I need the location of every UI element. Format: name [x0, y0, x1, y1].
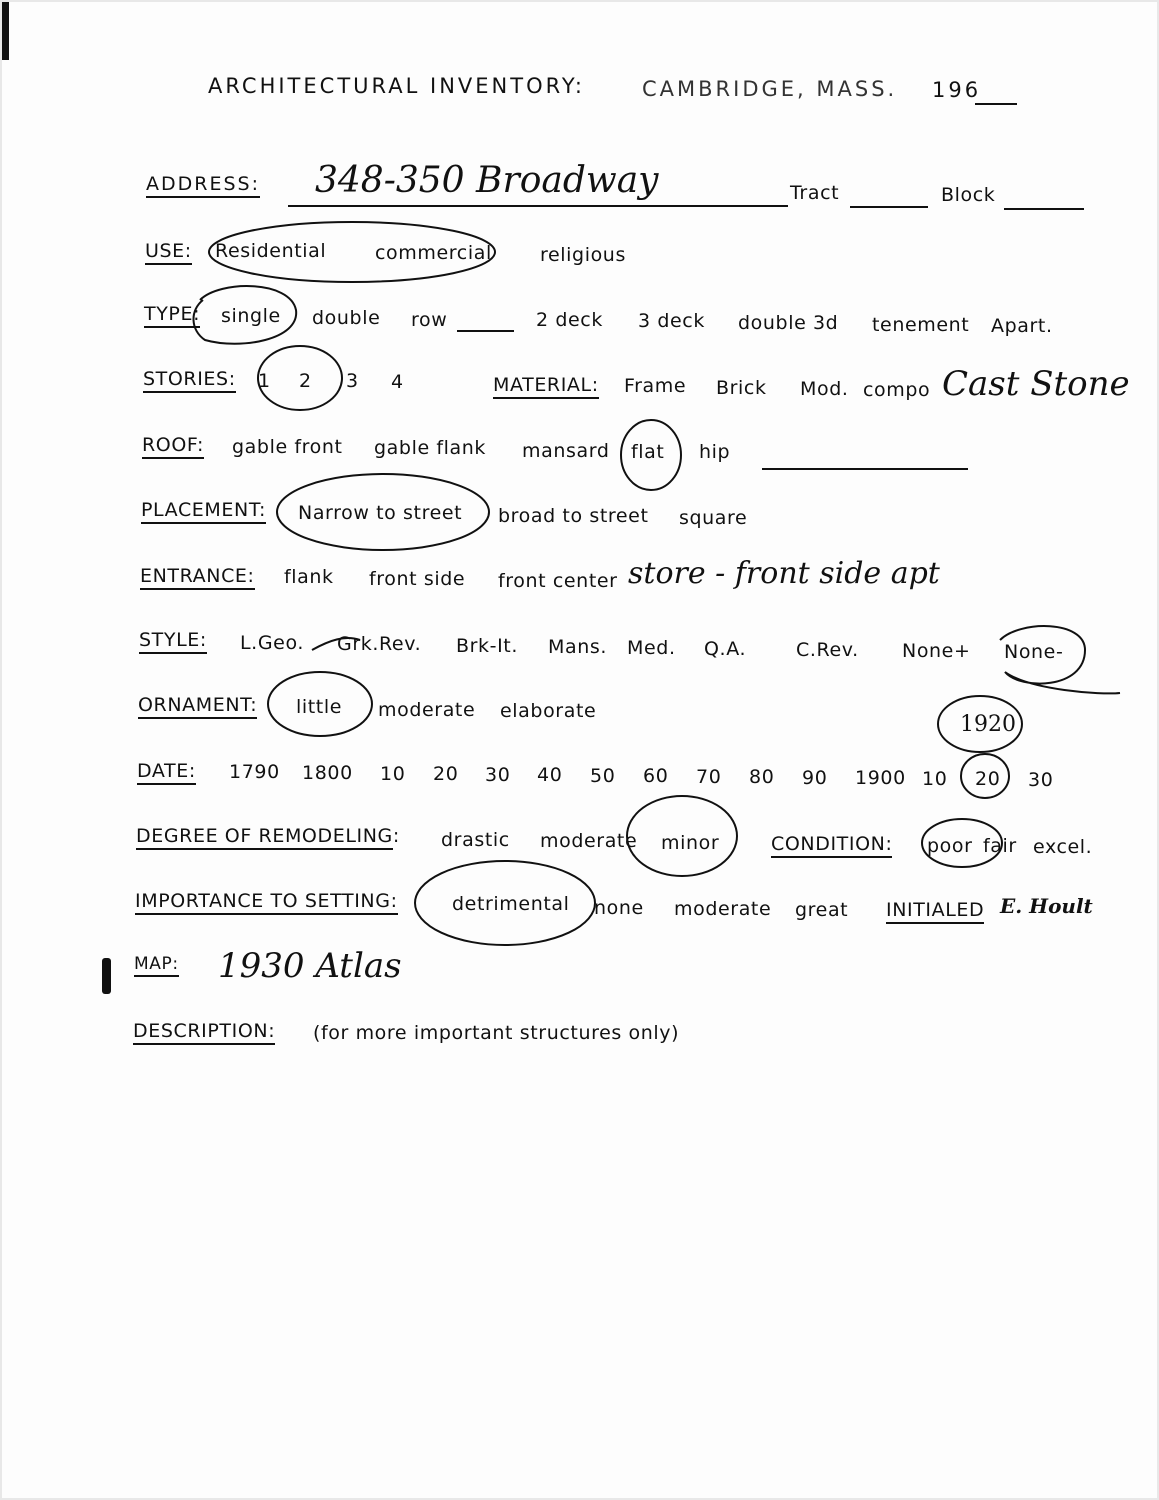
style-option-none-plus: None+	[902, 640, 971, 662]
date-option-1850: 50	[590, 765, 616, 787]
map-label: MAP:	[134, 954, 179, 977]
roof-option-gable-flank: gable flank	[374, 437, 487, 459]
stories-option-3: 3	[346, 370, 359, 392]
style-option-crev: C.Rev.	[796, 639, 859, 661]
type-option-single: single	[221, 305, 281, 327]
date-option-1820: 20	[433, 763, 459, 785]
address-label: ADDRESS:	[146, 173, 260, 198]
date-option-1830: 30	[485, 764, 511, 786]
type-option-row: row	[411, 309, 448, 331]
material-label: MATERIAL:	[493, 374, 599, 399]
style-option-qa: Q.A.	[704, 638, 747, 660]
circle-minor	[627, 796, 737, 876]
stories-option-2: 2	[299, 370, 312, 392]
condition-option-excel: excel.	[1033, 836, 1093, 858]
circle-single	[193, 286, 296, 344]
form-city: CAMBRIDGE, MASS.	[642, 77, 898, 101]
importance-option-detrimental: detrimental	[452, 893, 570, 915]
roof-option-gable-front: gable front	[232, 436, 343, 458]
date-option-1860: 60	[643, 765, 669, 787]
entrance-label: ENTRANCE:	[140, 565, 255, 590]
circle-stories-2	[258, 346, 342, 410]
type-option-3-deck: 3 deck	[638, 310, 705, 332]
roof-label: ROOF:	[142, 434, 204, 459]
initialed-handwritten: E. Hoult	[1000, 894, 1093, 918]
placement-option-broad: broad to street	[498, 505, 649, 527]
date-option-1910: 10	[922, 768, 948, 790]
material-option-frame: Frame	[624, 375, 687, 397]
importance-option-moderate: moderate	[674, 898, 772, 920]
circle-1920-note	[938, 696, 1022, 752]
importance-option-none: none	[594, 897, 644, 919]
material-option-mod: Mod.	[800, 378, 849, 400]
use-option-religious: religious	[540, 244, 626, 266]
date-option-1900: 1900	[855, 767, 906, 789]
remodeling-option-drastic: drastic	[441, 829, 510, 851]
address-value: 348-350 Broadway	[315, 160, 659, 201]
material-option-compo: compo	[863, 379, 931, 401]
style-option-grkrev: Grk.Rev.	[337, 633, 422, 655]
date-option-1930: 30	[1028, 769, 1054, 791]
stories-option-4: 4	[391, 371, 404, 393]
description-label: DESCRIPTION:	[133, 1020, 275, 1045]
date-option-1810: 10	[380, 763, 406, 785]
material-option-brick: Brick	[716, 377, 767, 399]
condition-label: CONDITION:	[771, 833, 892, 858]
placement-option-narrow: Narrow to street	[298, 502, 463, 524]
circle-poor	[922, 819, 1002, 867]
style-option-med: Med.	[627, 637, 676, 659]
form-title: ARCHITECTURAL INVENTORY:	[208, 74, 585, 98]
circle-none-minus	[1000, 626, 1120, 693]
block-label: Block	[941, 184, 996, 206]
stories-label: STORIES:	[143, 368, 236, 393]
date-option-1840: 40	[537, 764, 563, 786]
type-option-2-deck: 2 deck	[536, 309, 603, 331]
material-handwritten: Cast Stone	[942, 364, 1130, 404]
style-option-none-minus: None-	[1004, 641, 1064, 663]
tract-label: Tract	[790, 182, 840, 204]
style-option-lgeo: L.Geo.	[240, 632, 304, 654]
placement-label: PLACEMENT:	[141, 499, 266, 524]
ornament-option-elaborate: elaborate	[500, 700, 597, 722]
circle-residential-commercial	[209, 222, 495, 282]
style-option-mans: Mans.	[548, 636, 608, 658]
style-label: STYLE:	[139, 629, 207, 654]
date-option-1880: 80	[749, 766, 775, 788]
date-label: DATE:	[137, 760, 196, 785]
underline-lgeo	[312, 638, 360, 650]
remodeling-option-minor: minor	[661, 832, 720, 854]
roof-option-mansard: mansard	[522, 440, 610, 462]
use-option-residential: Residential	[215, 240, 327, 262]
entrance-option-front-center: front center	[498, 570, 618, 592]
initialed-label: INITIALED	[886, 899, 984, 924]
remodeling-label: DEGREE OF REMODELING	[136, 825, 393, 850]
date-option-1790: 1790	[229, 761, 280, 783]
date-option-1920: 20	[975, 768, 1001, 790]
circle-little	[268, 672, 372, 736]
use-option-commercial: commercial	[375, 242, 492, 264]
date-handwritten: 1920	[960, 712, 1016, 737]
placement-option-square: square	[679, 507, 748, 529]
description-note: (for more important structures only)	[313, 1022, 680, 1044]
ornament-option-moderate: moderate	[378, 699, 476, 721]
entrance-option-flank: flank	[284, 566, 334, 588]
condition-option-poor: poor	[927, 835, 973, 857]
remodeling-option-moderate: moderate	[540, 830, 638, 852]
type-option-apart: Apart.	[991, 315, 1053, 337]
remodeling-colon: :	[392, 825, 400, 847]
entrance-option-front-side: front side	[369, 568, 466, 590]
date-option-1800: 1800	[302, 762, 353, 784]
importance-option-great: great	[795, 899, 849, 921]
ornament-label: ORNAMENT:	[138, 694, 257, 719]
circle-flat	[621, 420, 681, 490]
entrance-handwritten: store - front side apt	[628, 556, 940, 591]
circle-date-20	[961, 754, 1009, 798]
roof-option-hip: hip	[699, 441, 731, 463]
form-year-prefix: 196	[932, 78, 982, 102]
date-option-1870: 70	[696, 766, 722, 788]
type-option-double-3d: double 3d	[738, 312, 839, 334]
condition-option-fair: fair	[983, 835, 1017, 857]
type-option-double: double	[312, 307, 381, 329]
importance-label: IMPORTANCE TO SETTING:	[135, 890, 398, 915]
stories-option-1: 1	[258, 370, 271, 392]
ornament-option-little: little	[296, 696, 343, 718]
use-label: USE:	[145, 240, 192, 265]
type-label: TYPE:	[144, 303, 200, 328]
circle-narrow-to-street	[277, 474, 489, 550]
date-option-1890: 90	[802, 767, 828, 789]
style-option-brkit: Brk-It.	[456, 635, 518, 657]
map-handwritten: 1930 Atlas	[218, 946, 402, 986]
circle-detrimental	[415, 861, 595, 945]
type-option-tenement: tenement	[872, 314, 970, 336]
roof-option-flat: flat	[631, 441, 665, 463]
